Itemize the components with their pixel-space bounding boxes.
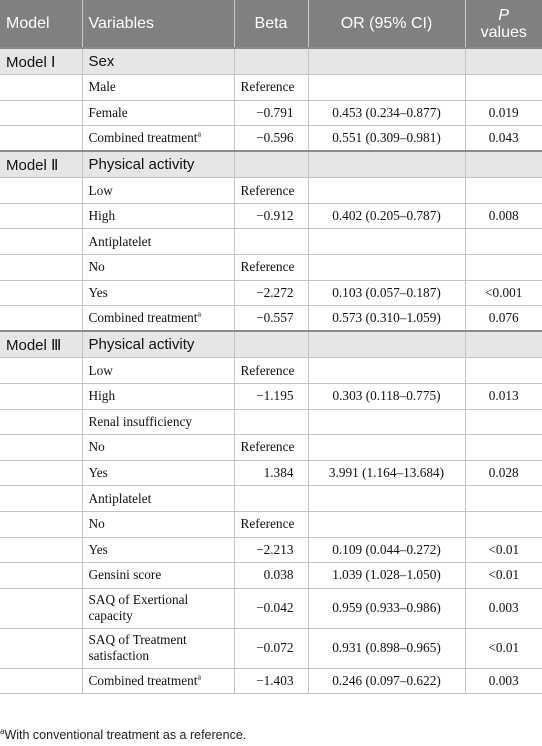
variable-cell bbox=[82, 306, 234, 332]
p-value-cell: <0.001 bbox=[465, 280, 542, 306]
p-value-cell bbox=[465, 75, 542, 101]
p-value-cell bbox=[465, 255, 542, 281]
table-row bbox=[0, 306, 542, 332]
variable-cell bbox=[82, 280, 234, 306]
variable-cell bbox=[82, 203, 234, 229]
or-ci-cell bbox=[308, 178, 465, 204]
table-body bbox=[0, 48, 542, 694]
p-value-cell: 0.013 bbox=[465, 383, 542, 409]
or-ci-cell bbox=[308, 486, 465, 512]
variable-label: No bbox=[88, 439, 105, 455]
p-value-cell: 0.003 bbox=[465, 588, 542, 628]
variable-label: SAQ of Treatment satisfaction bbox=[88, 632, 187, 664]
table-row bbox=[0, 511, 542, 537]
table-row bbox=[0, 383, 542, 409]
beta-cell: Reference bbox=[234, 435, 308, 461]
or-ci-cell bbox=[308, 75, 465, 101]
model-cell bbox=[0, 306, 82, 332]
model-cell bbox=[0, 383, 82, 409]
model-cell: Model Ⅲ bbox=[0, 331, 82, 358]
beta-cell: −0.596 bbox=[234, 126, 308, 152]
p-value-cell bbox=[465, 409, 542, 435]
beta-cell bbox=[234, 151, 308, 178]
table-row bbox=[0, 588, 542, 628]
model-cell bbox=[0, 126, 82, 152]
p-value-cell: <0.01 bbox=[465, 628, 542, 668]
model-cell: Model Ⅱ bbox=[0, 151, 82, 178]
beta-cell: −0.557 bbox=[234, 306, 308, 332]
model-cell: Model Ⅰ bbox=[0, 48, 82, 75]
variable-cell bbox=[82, 358, 234, 384]
beta-cell: Reference bbox=[234, 511, 308, 537]
p-value-cell bbox=[465, 331, 542, 358]
model-cell bbox=[0, 75, 82, 101]
model-cell bbox=[0, 255, 82, 281]
p-value-cell: <0.01 bbox=[465, 537, 542, 563]
model-cell bbox=[0, 486, 82, 512]
footnote bbox=[0, 728, 246, 742]
variable-label: Low bbox=[88, 362, 113, 378]
beta-cell: −0.042 bbox=[234, 588, 308, 628]
or-ci-cell bbox=[308, 435, 465, 461]
model-cell bbox=[0, 668, 82, 694]
header-p-word: values bbox=[480, 23, 527, 41]
variable-cell bbox=[82, 409, 234, 435]
p-value-cell: 0.008 bbox=[465, 203, 542, 229]
or-ci-cell: 3.991 (1.164–13.684) bbox=[308, 460, 465, 486]
variable-cell bbox=[82, 151, 234, 178]
variable-label: Antiplatelet bbox=[88, 490, 152, 506]
model-cell bbox=[0, 460, 82, 486]
header-model: Model bbox=[0, 0, 82, 48]
model-cell bbox=[0, 178, 82, 204]
table-row bbox=[0, 358, 542, 384]
or-ci-cell: 0.959 (0.933–0.986) bbox=[308, 588, 465, 628]
variable-label: Low bbox=[88, 182, 113, 198]
p-value-cell: 0.076 bbox=[465, 306, 542, 332]
variable-label: Female bbox=[88, 104, 128, 120]
table-row bbox=[0, 460, 542, 486]
or-ci-cell: 0.109 (0.044–0.272) bbox=[308, 537, 465, 563]
model-cell bbox=[0, 588, 82, 628]
or-ci-cell: 0.402 (0.205–0.787) bbox=[308, 203, 465, 229]
table-row bbox=[0, 229, 542, 255]
table-row bbox=[0, 100, 542, 126]
table-row bbox=[0, 203, 542, 229]
variable-cell bbox=[82, 537, 234, 563]
variable-label: Yes bbox=[88, 541, 108, 557]
variable-label: Sex bbox=[88, 53, 115, 70]
or-ci-cell: 1.039 (1.028–1.050) bbox=[308, 563, 465, 589]
beta-cell: Reference bbox=[234, 358, 308, 384]
beta-cell: 0.038 bbox=[234, 563, 308, 589]
or-ci-cell: 0.103 (0.057–0.187) bbox=[308, 280, 465, 306]
variable-label: Gensini score bbox=[88, 567, 162, 583]
variable-label: High bbox=[88, 388, 116, 404]
variable-cell bbox=[82, 563, 234, 589]
model-cell bbox=[0, 358, 82, 384]
beta-cell bbox=[234, 229, 308, 255]
variable-cell bbox=[82, 75, 234, 101]
beta-cell: −0.072 bbox=[234, 628, 308, 668]
variable-label: Yes bbox=[88, 465, 108, 481]
or-ci-cell bbox=[308, 255, 465, 281]
header-variables: Variables bbox=[82, 0, 234, 48]
or-ci-cell bbox=[308, 229, 465, 255]
variable-label: Combined treatment bbox=[88, 130, 198, 146]
model-cell bbox=[0, 280, 82, 306]
model-cell bbox=[0, 100, 82, 126]
beta-cell: −1.403 bbox=[234, 668, 308, 694]
p-value-cell bbox=[465, 358, 542, 384]
variable-cell bbox=[82, 48, 234, 75]
variable-label: Yes bbox=[88, 284, 108, 300]
p-value-cell bbox=[465, 486, 542, 512]
table-row bbox=[0, 435, 542, 461]
beta-cell: −0.791 bbox=[234, 100, 308, 126]
model-cell bbox=[0, 409, 82, 435]
p-value-cell bbox=[465, 435, 542, 461]
or-ci-cell: 0.453 (0.234–0.877) bbox=[308, 100, 465, 126]
table-row bbox=[0, 75, 542, 101]
variable-label: SAQ of Exertional capacity bbox=[88, 592, 189, 624]
footnote-ref-marker: a bbox=[197, 129, 201, 139]
beta-cell: −0.912 bbox=[234, 203, 308, 229]
variable-cell bbox=[82, 126, 234, 152]
beta-cell: Reference bbox=[234, 255, 308, 281]
or-ci-cell: 0.246 (0.097–0.622) bbox=[308, 668, 465, 694]
p-value-cell bbox=[465, 511, 542, 537]
p-value-cell bbox=[465, 178, 542, 204]
table-row bbox=[0, 628, 542, 668]
beta-cell: 1.384 bbox=[234, 460, 308, 486]
footnote-text: With conventional treatment as a reference. bbox=[4, 728, 247, 742]
variable-label: Combined treatment bbox=[88, 310, 198, 326]
variable-label: Renal insufficiency bbox=[88, 413, 193, 429]
or-ci-cell bbox=[308, 409, 465, 435]
group-row bbox=[0, 48, 542, 75]
footnote-marker: a bbox=[0, 726, 5, 736]
table-row bbox=[0, 280, 542, 306]
beta-cell: −1.195 bbox=[234, 383, 308, 409]
footnote-ref-marker: a bbox=[197, 309, 201, 319]
variable-cell bbox=[82, 255, 234, 281]
model-cell bbox=[0, 628, 82, 668]
variable-cell bbox=[82, 331, 234, 358]
p-value-cell: 0.003 bbox=[465, 668, 542, 694]
or-ci-cell bbox=[308, 151, 465, 178]
beta-cell bbox=[234, 331, 308, 358]
beta-cell bbox=[234, 409, 308, 435]
variable-cell bbox=[82, 383, 234, 409]
variable-cell bbox=[82, 460, 234, 486]
variable-label: Male bbox=[88, 79, 116, 95]
beta-cell bbox=[234, 486, 308, 512]
table-row bbox=[0, 486, 542, 512]
p-value-cell: <0.01 bbox=[465, 563, 542, 589]
header-or: OR (95% CI) bbox=[308, 0, 465, 48]
table-row bbox=[0, 563, 542, 589]
model-cell bbox=[0, 537, 82, 563]
or-ci-cell: 0.551 (0.309–0.981) bbox=[308, 126, 465, 152]
beta-cell: Reference bbox=[234, 178, 308, 204]
beta-cell: Reference bbox=[234, 75, 308, 101]
variable-cell bbox=[82, 511, 234, 537]
model-cell bbox=[0, 229, 82, 255]
table-row bbox=[0, 537, 542, 563]
table-row bbox=[0, 126, 542, 152]
table-row bbox=[0, 255, 542, 281]
p-value-cell: 0.028 bbox=[465, 460, 542, 486]
model-cell bbox=[0, 511, 82, 537]
variable-label: No bbox=[88, 516, 105, 532]
beta-cell: −2.272 bbox=[234, 280, 308, 306]
variable-label: Antiplatelet bbox=[88, 233, 152, 249]
variable-label: High bbox=[88, 208, 116, 224]
header-p-letter: P bbox=[498, 6, 510, 24]
header-p-values bbox=[465, 0, 542, 48]
or-ci-cell: 0.303 (0.118–0.775) bbox=[308, 383, 465, 409]
table-row bbox=[0, 409, 542, 435]
or-ci-cell: 0.931 (0.898–0.965) bbox=[308, 628, 465, 668]
variable-label: Combined treatment bbox=[88, 672, 198, 688]
p-value-cell bbox=[465, 151, 542, 178]
variable-cell bbox=[82, 178, 234, 204]
p-value-cell bbox=[465, 48, 542, 75]
model-cell bbox=[0, 435, 82, 461]
model-cell bbox=[0, 203, 82, 229]
table-row bbox=[0, 668, 542, 694]
variable-label: Physical activity bbox=[88, 336, 195, 354]
variable-cell bbox=[82, 486, 234, 512]
variable-cell bbox=[82, 229, 234, 255]
footnote-ref-marker: a bbox=[197, 672, 201, 682]
variable-cell bbox=[82, 668, 234, 694]
beta-cell: −2.213 bbox=[234, 537, 308, 563]
group-row bbox=[0, 151, 542, 178]
variable-cell bbox=[82, 435, 234, 461]
variable-cell bbox=[82, 588, 234, 628]
variable-cell bbox=[82, 628, 234, 668]
header-beta: Beta bbox=[234, 0, 308, 48]
or-ci-cell bbox=[308, 511, 465, 537]
beta-cell bbox=[234, 48, 308, 75]
table-row bbox=[0, 178, 542, 204]
or-ci-cell bbox=[308, 358, 465, 384]
group-row bbox=[0, 331, 542, 358]
variable-label: Physical activity bbox=[88, 156, 195, 174]
p-value-cell: 0.043 bbox=[465, 126, 542, 152]
or-ci-cell bbox=[308, 331, 465, 358]
variable-label: No bbox=[88, 259, 105, 275]
p-value-cell: 0.019 bbox=[465, 100, 542, 126]
or-ci-cell: 0.573 (0.310–1.059) bbox=[308, 306, 465, 332]
or-ci-cell bbox=[308, 48, 465, 75]
variable-cell bbox=[82, 100, 234, 126]
model-cell bbox=[0, 563, 82, 589]
header-row bbox=[0, 0, 542, 48]
p-value-cell bbox=[465, 229, 542, 255]
